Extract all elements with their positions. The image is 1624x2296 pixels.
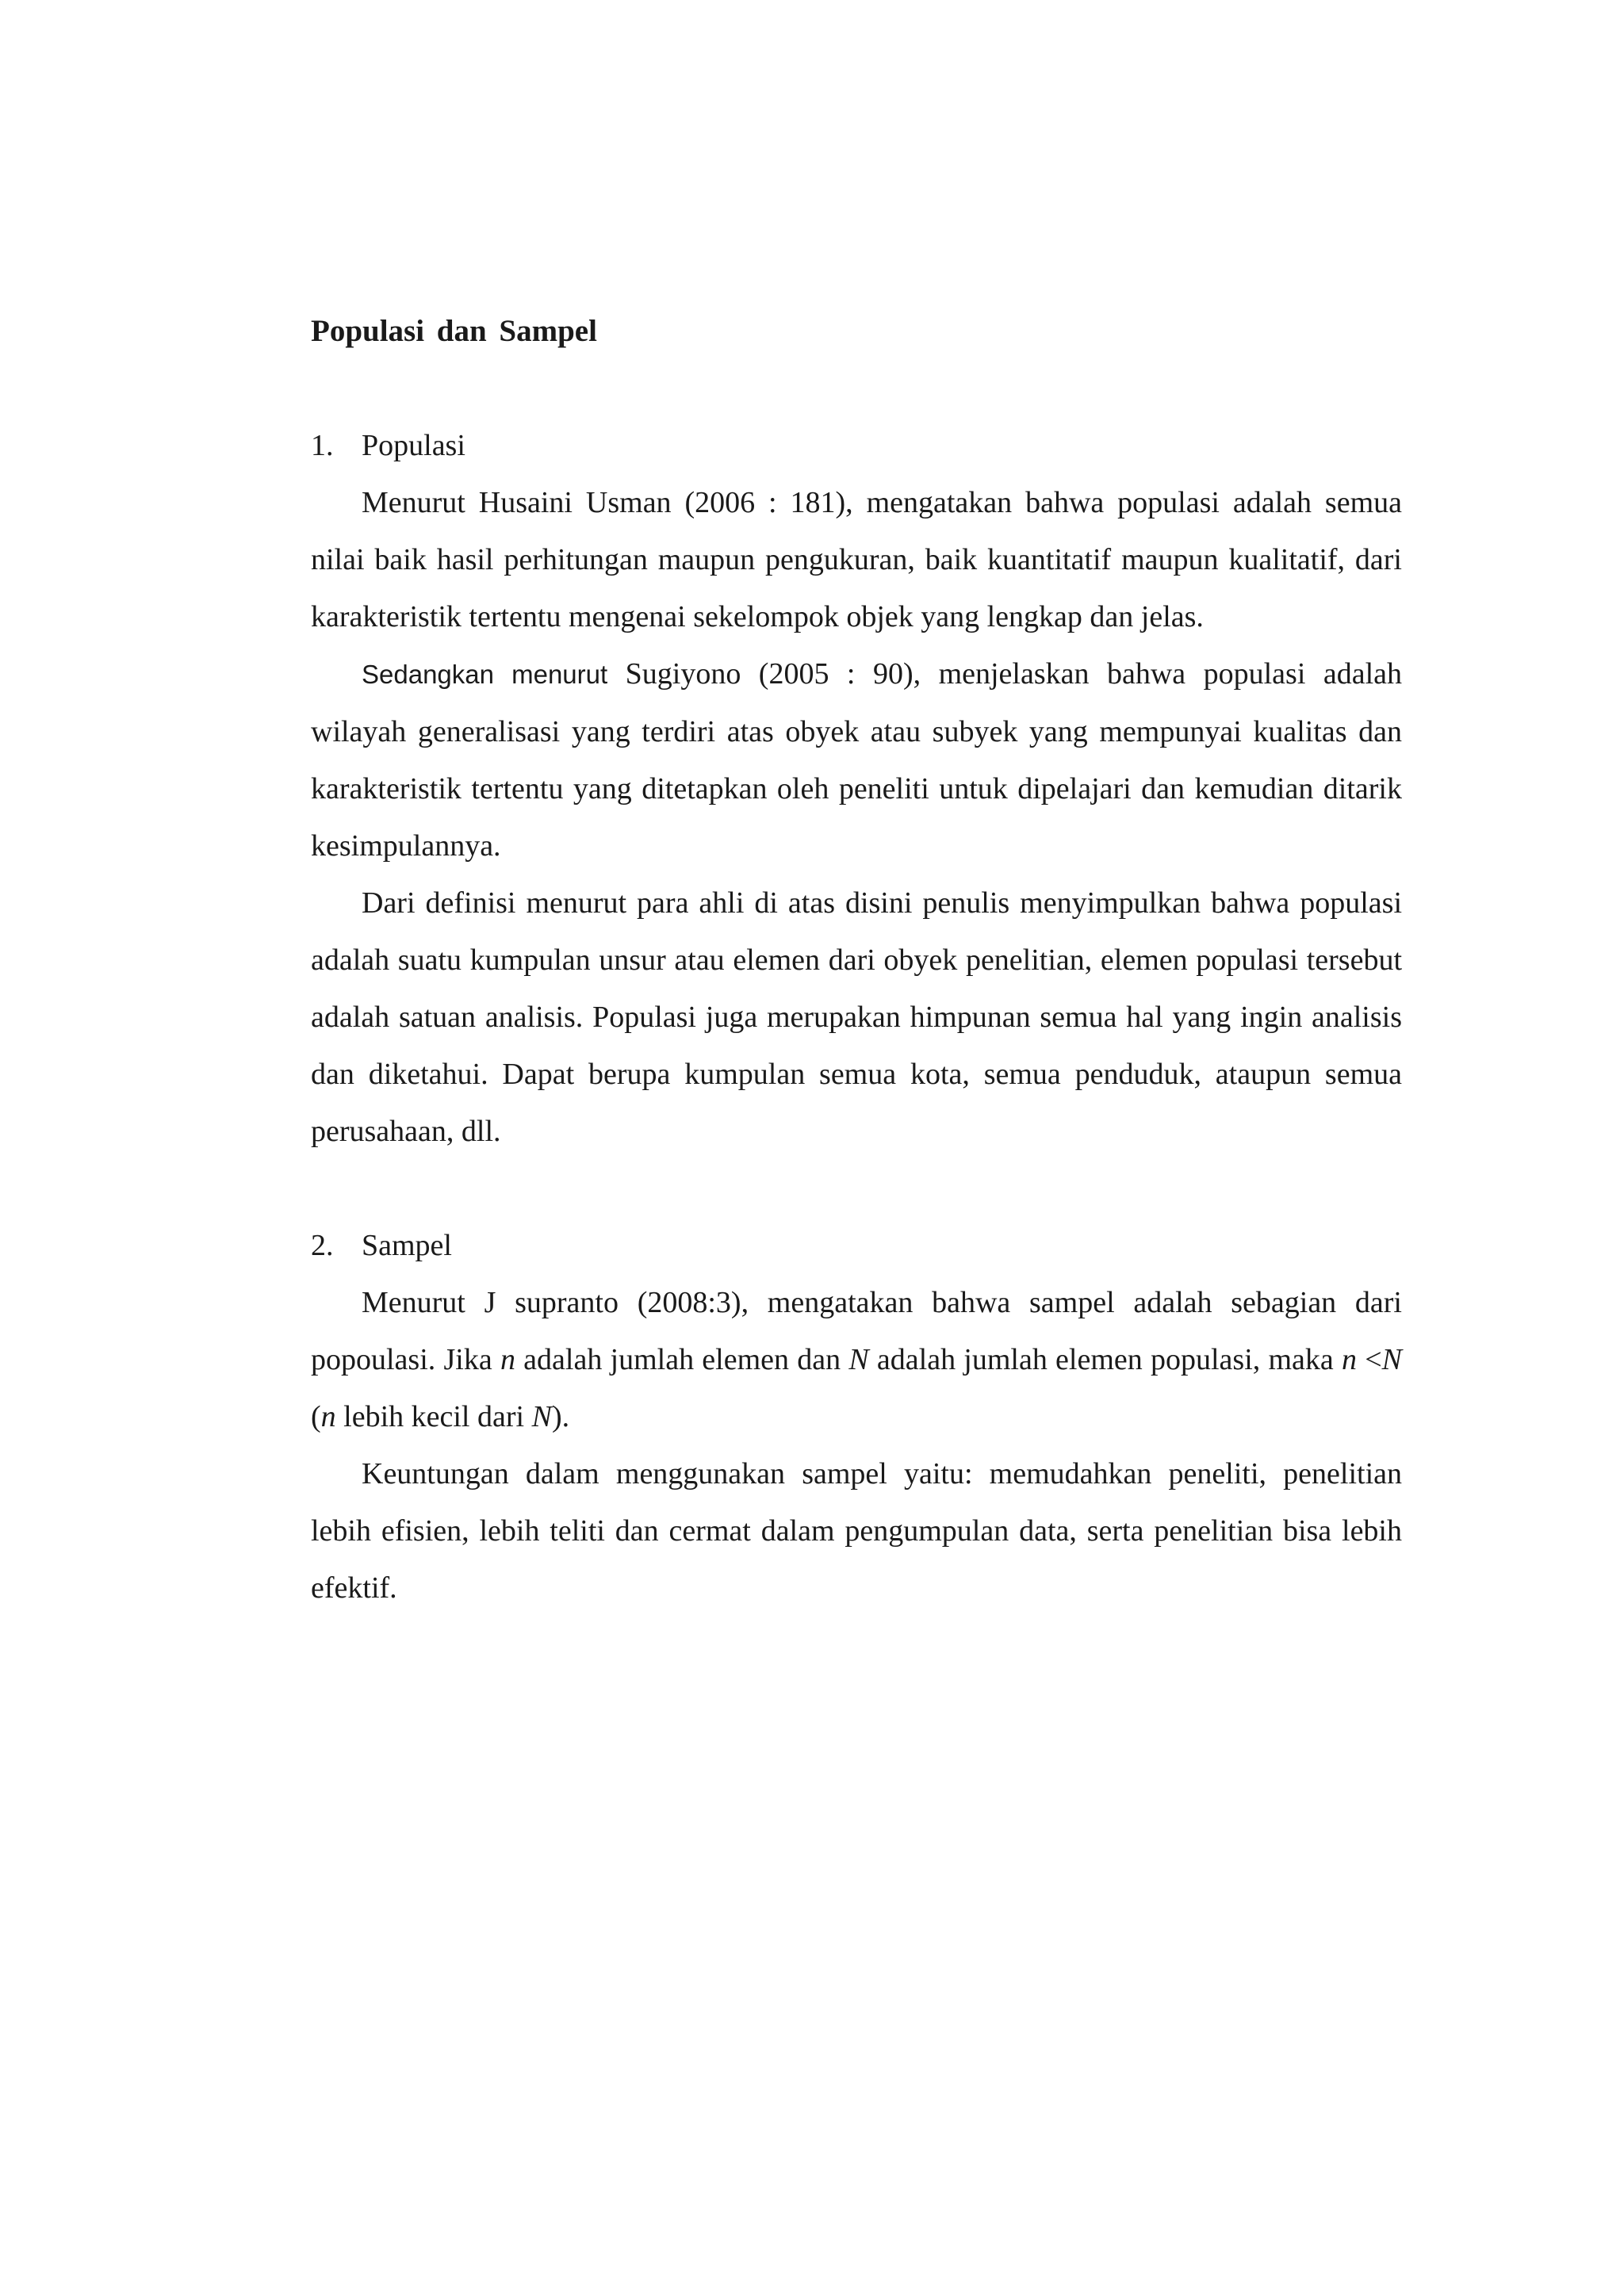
page-title: Populasi dan Sampel [311, 314, 597, 348]
document-body [311, 303, 1402, 1617]
section-heading-populasi [311, 417, 1402, 474]
variable-n: n [500, 1343, 515, 1376]
paragraph-sampel-definition-supranto [311, 1274, 1402, 1445]
paragraph-populasi-conclusion: Dari definisi menurut para ahli di atas disini penulis menyimpulkan bahwa populasi adalah suatu kumpulan unsur atau elemen dari obyek penelitian, elemen populasi tersebut adalah satuan analisis. Populasi juga merupakan himpunan semua hal yang ingin analisis dan diketahui. Dapat berupa kumpulan semua kota, semua penduduk, ataupun semua perusahaan, dll. [311, 886, 1402, 1148]
paragraph-text-segment: Menurut J supranto (2008:3), mengatakan bahwa sampel adalah sebagian dari popoulasi. Jika [311, 1286, 1402, 1376]
variable-N: N [848, 1343, 869, 1376]
paragraph-text-segment: < [1357, 1343, 1382, 1376]
variable-n: n [320, 1400, 336, 1433]
section-title: Populasi [362, 429, 465, 462]
section-number: 2. [311, 1229, 334, 1262]
section-heading-sampel [311, 1217, 1402, 1274]
paragraph-text-segment: lebih kecil dari [335, 1400, 532, 1433]
paragraph-sampel-advantages: Keuntungan dalam menggunakan sampel yaitu: memudahkan peneliti, penelitian lebih efisien, lebih teliti dan cermat dalam pengumpulan data, serta penelitian bisa lebih efektif. [311, 1457, 1402, 1605]
section-title: Sampel [362, 1229, 452, 1262]
paragraph-lead-text: Sedangkan menurut [362, 660, 608, 689]
paragraph-populasi-definition-sugiyono [311, 645, 1402, 874]
paragraph-populasi-definition-usman: Menurut Husaini Usman (2006 : 181), mengatakan bahwa populasi adalah semua nilai baik hasil perhitungan maupun pengukuran, baik kuantitatif maupun kualitatif, dari karakteristik tertentu mengenai sekelompok objek yang lengkap dan jelas. [311, 486, 1402, 633]
section-populasi [311, 417, 1402, 1160]
variable-N: N [1381, 1343, 1403, 1376]
paragraph-text-segment: adalah jumlah elemen dan [515, 1343, 849, 1376]
paragraph-text-segment: ). [551, 1400, 570, 1433]
paragraph-body-text: Sugiyono (2005 : 90), menjelaskan bahwa populasi adalah wilayah generalisasi yang terdiri atas obyek atau subyek yang mempunyai kualitas dan karakteristik tertentu yang ditetapkan oleh peneliti untuk dipelajari dan kemudian ditarik kesimpulannya. [311, 657, 1402, 863]
variable-n: n [1342, 1343, 1357, 1376]
section-sampel [311, 1217, 1402, 1617]
paragraph-text-segment: adalah jumlah elemen populasi, maka [868, 1343, 1342, 1376]
variable-N: N [531, 1400, 552, 1433]
section-number: 1. [311, 429, 334, 462]
paragraph-text-segment: ( [311, 1400, 321, 1433]
